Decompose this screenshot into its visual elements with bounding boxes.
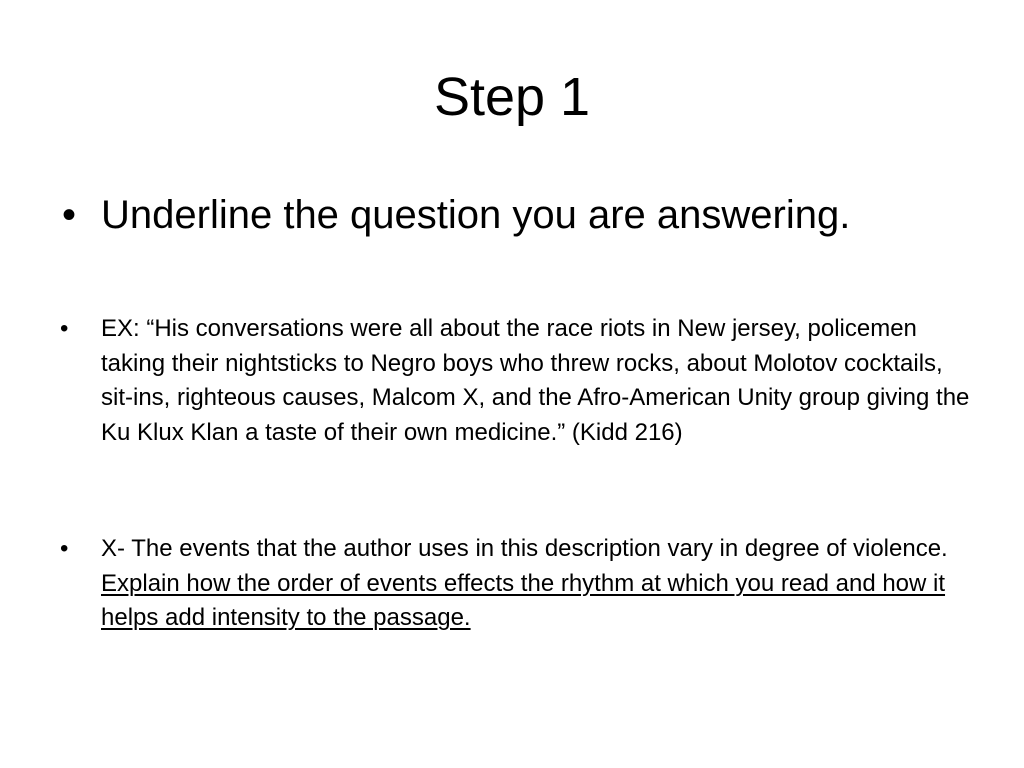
instruction-plain-text: X- The events that the author uses in this description vary in degree of violence.: [101, 535, 948, 562]
bullet-marker: •: [62, 193, 77, 237]
bullet-marker: •: [60, 535, 69, 562]
bullet-text: Underline the question you are answering.: [101, 193, 851, 237]
instruction-underlined-question: Explain how the order of events effects the rhythm at which you read and how it helps add intensity to the passage.: [101, 569, 946, 631]
example-quote-text: EX: “His conversations were all about the race riots in New jersey, policemen taking their nightsticks to Negro boys who threw rocks, about Molotov cocktails, sit-ins, righteous causes, Malcom X, and the Afro-American Unity group giving the Ku Klux Klan a taste of their own medicine.” (Kidd 216): [101, 315, 970, 446]
bullet-item-underline-question: [60, 191, 970, 239]
bullet-item-instruction: [60, 532, 970, 636]
slide-title: Step 1: [433, 67, 591, 127]
bullet-marker: •: [60, 315, 69, 342]
instruction-text: [101, 532, 970, 636]
bullet-item-example-quote: [60, 312, 970, 450]
